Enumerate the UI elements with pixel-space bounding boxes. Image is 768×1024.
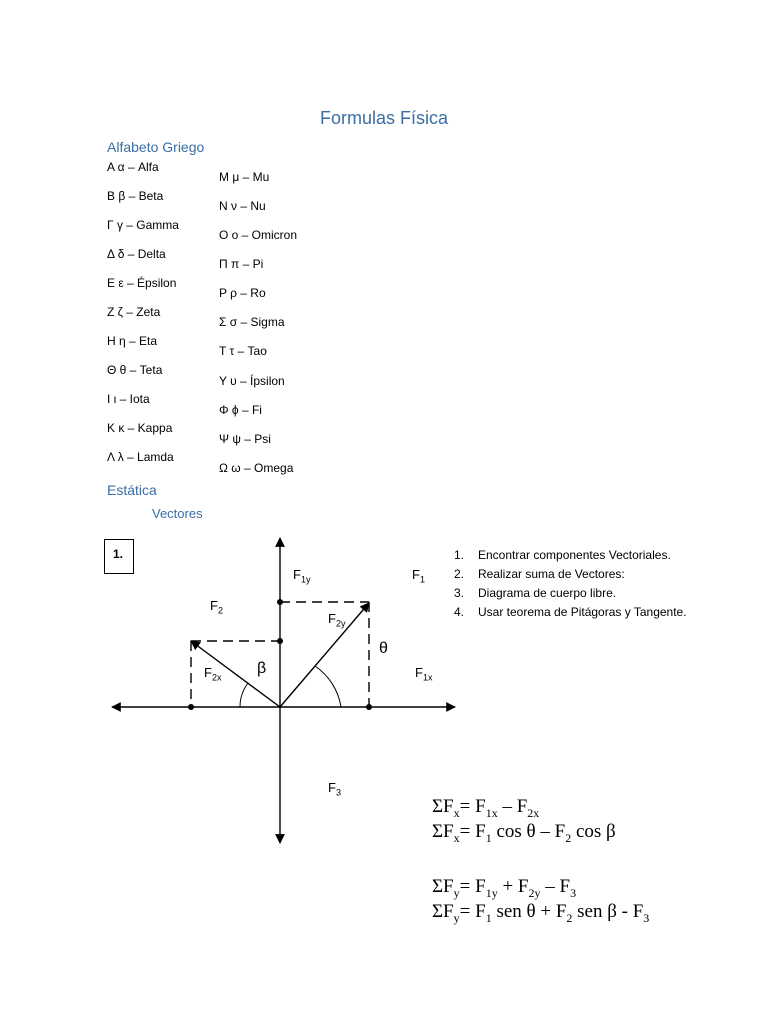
- f1x-point: [366, 704, 372, 710]
- f2y-point: [277, 638, 283, 644]
- step-number: 2.: [454, 567, 465, 581]
- equation-sum-fx-components: $\Sigma F_x= F_{1x} - F_{2x}$: [432, 796, 540, 820]
- greek-item: Μ μ – Mu: [219, 170, 270, 184]
- label-f1x: $F_{1x}$: [415, 665, 433, 683]
- greek-item: Π π – Pi: [219, 257, 264, 271]
- label-beta: β: [257, 660, 267, 677]
- vectors-subheading: Vectores: [152, 506, 203, 521]
- greek-item: Η η – Eta: [107, 334, 158, 348]
- greek-item: Ε ε – Épsilon: [107, 276, 177, 290]
- step-number: 4.: [454, 605, 465, 619]
- greek-item: Σ σ – Sigma: [219, 315, 285, 329]
- step-number: 3.: [454, 586, 465, 600]
- greek-item: Λ λ – Lamda: [107, 450, 174, 464]
- greek-item: Γ γ – Gamma: [107, 218, 179, 232]
- label-f2y: $F_{2y}$: [328, 611, 346, 629]
- theta-angle-arc: [315, 666, 341, 707]
- step-text: Realizar suma de Vectores:: [478, 567, 625, 581]
- greek-item: Ρ ρ – Ro: [219, 286, 266, 300]
- label-f1y: $F_{1y}$: [293, 567, 311, 585]
- greek-item: Ω ω – Omega: [219, 461, 294, 475]
- equation-sum-fy-trig: $\Sigma F_y= F_1$ sen $\theta + F_2$ sen β - $F_3$: [432, 901, 650, 925]
- greek-item: Ζ ζ – Zeta: [107, 305, 161, 319]
- greek-item: Ι ι – Iota: [107, 392, 150, 406]
- greek-item: Φ ϕ – Fi: [219, 403, 262, 417]
- statics-heading: Estática: [107, 482, 157, 498]
- greek-item: Ψ ψ – Psi: [219, 432, 271, 446]
- label-f3: $F_3$: [328, 780, 341, 798]
- label-theta: θ: [379, 640, 388, 657]
- greek-item: Β β – Beta: [107, 189, 164, 203]
- label-f2: $F_2$: [210, 598, 223, 616]
- greek-item: Θ θ – Teta: [107, 363, 163, 377]
- f2x-point: [188, 704, 194, 710]
- beta-angle-arc: [240, 683, 248, 707]
- greek-item: Ο ο – Omicron: [219, 228, 298, 242]
- greek-item: Υ υ – Ípsilon: [219, 374, 285, 388]
- equation-sum-fy-components: $\Sigma F_y= F_{1y} + F_{2y} - F_3$: [432, 876, 577, 900]
- greek-item: Κ κ – Kappa: [107, 421, 173, 435]
- step-text: Encontrar componentes Vectoriales.: [478, 548, 671, 562]
- equation-sum-fx-trig: $\Sigma F_x= F_1$ cos θ – $F_2$ cos β: [432, 821, 616, 845]
- f1-vector: [280, 603, 369, 707]
- step-number: 1.: [454, 548, 465, 562]
- step-text: Diagrama de cuerpo libre.: [478, 586, 617, 600]
- label-f2x: $F_{2x}$: [204, 665, 222, 683]
- problem-number-box: 1.: [104, 539, 134, 574]
- greek-alphabet-heading: Alfabeto Griego: [107, 139, 205, 155]
- page-title: Formulas Física: [319, 108, 449, 128]
- step-text: Usar teorema de Pitágoras y Tangente.: [478, 605, 687, 619]
- greek-item: Ν ν – Nu: [219, 199, 266, 213]
- greek-item: Δ δ – Delta: [107, 247, 166, 261]
- greek-item: Α α – Alfa: [107, 160, 159, 174]
- label-f1: $F_1$: [412, 567, 425, 585]
- greek-item: Τ τ – Tao: [219, 344, 267, 358]
- f1y-point: [277, 599, 283, 605]
